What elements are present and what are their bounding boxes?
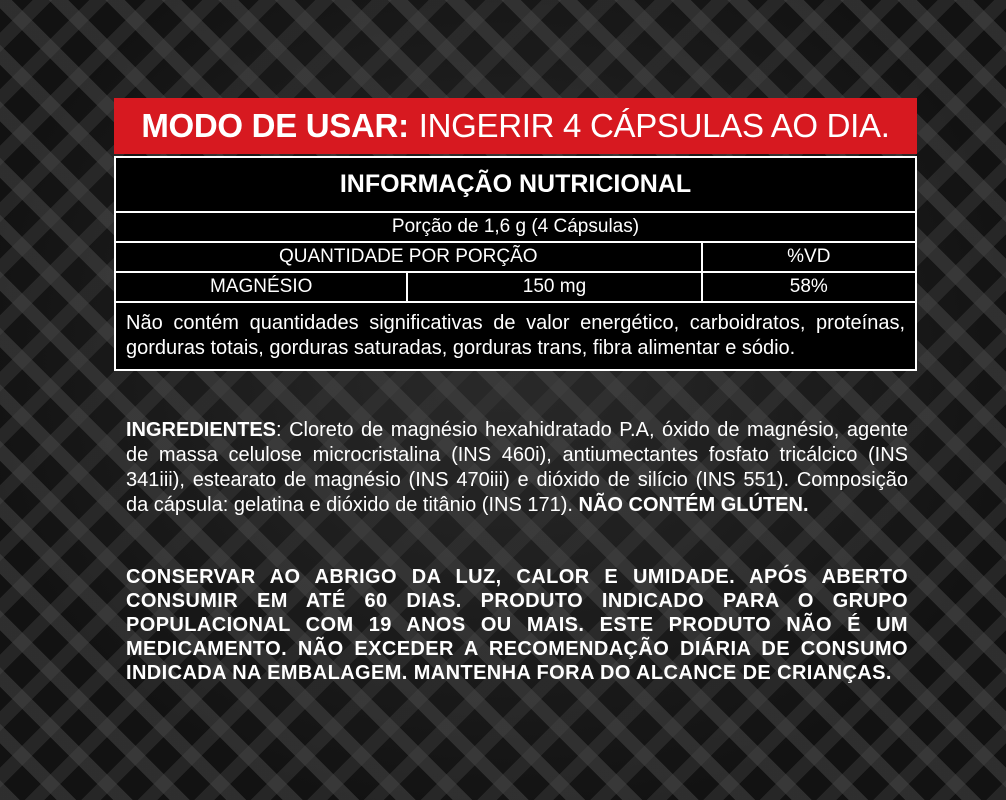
gluten-statement: NÃO CONTÉM GLÚTEN. [578,494,809,516]
nutrient-vd: 58% [702,272,916,302]
nutrient-amount: 150 mg [407,272,701,302]
storage-warning: CONSERVAR AO ABRIGO DA LUZ, CALOR E UMIDADE. APÓS ABERTO CONSUMIR EM ATÉ 60 DIAS. PRODUTO INDICADO PARA O GRUPO POPULACIONAL COM 19 ANOS OU MAIS. ESTE PRODUTO NÃO É UM MEDICAMENTO. NÃO EXCEDER A RECOMENDAÇÃO DIÁRIA DE CONSUMO INDICADA NA EMBALAGEM. MANTENHA FORA DO ALCANCE DE CRIANÇAS. [126,566,908,684]
usage-label: MODO DE USAR: [141,107,409,144]
usage-text: INGERIR 4 CÁPSULAS AO DIA. [418,107,890,144]
nutrition-title: INFORMAÇÃO NUTRICIONAL [115,157,916,212]
ingredients-text: : Cloreto de magnésio hexahidratado P.A, óxido de magnésio, agente de massa celulose microcristalina (INS 460i), antiumectantes fosfato tricálcico (INS 341iii), estearato de magnésio (INS 470iii) e dióxido de silício (INS 551). Composição da cápsula: gelatina e dióxido de titânio (INS 171). [126,419,908,516]
usage-banner [114,98,917,154]
table-row [115,272,916,302]
header-vd: %VD [702,242,916,272]
ingredients-paragraph [126,418,908,518]
nutrition-note: Não contém quantidades significativas de valor energético, carboidratos, proteínas, gorduras totais, gorduras saturadas, gorduras trans, fibra alimentar e sódio. [115,302,916,370]
ingredients-label: INGREDIENTES [126,419,277,441]
nutrient-name: MAGNÉSIO [115,272,407,302]
portion-size: Porção de 1,6 g (4 Cápsulas) [115,212,916,242]
nutrition-table [114,156,917,371]
header-quantity: QUANTIDADE POR PORÇÃO [115,242,702,272]
